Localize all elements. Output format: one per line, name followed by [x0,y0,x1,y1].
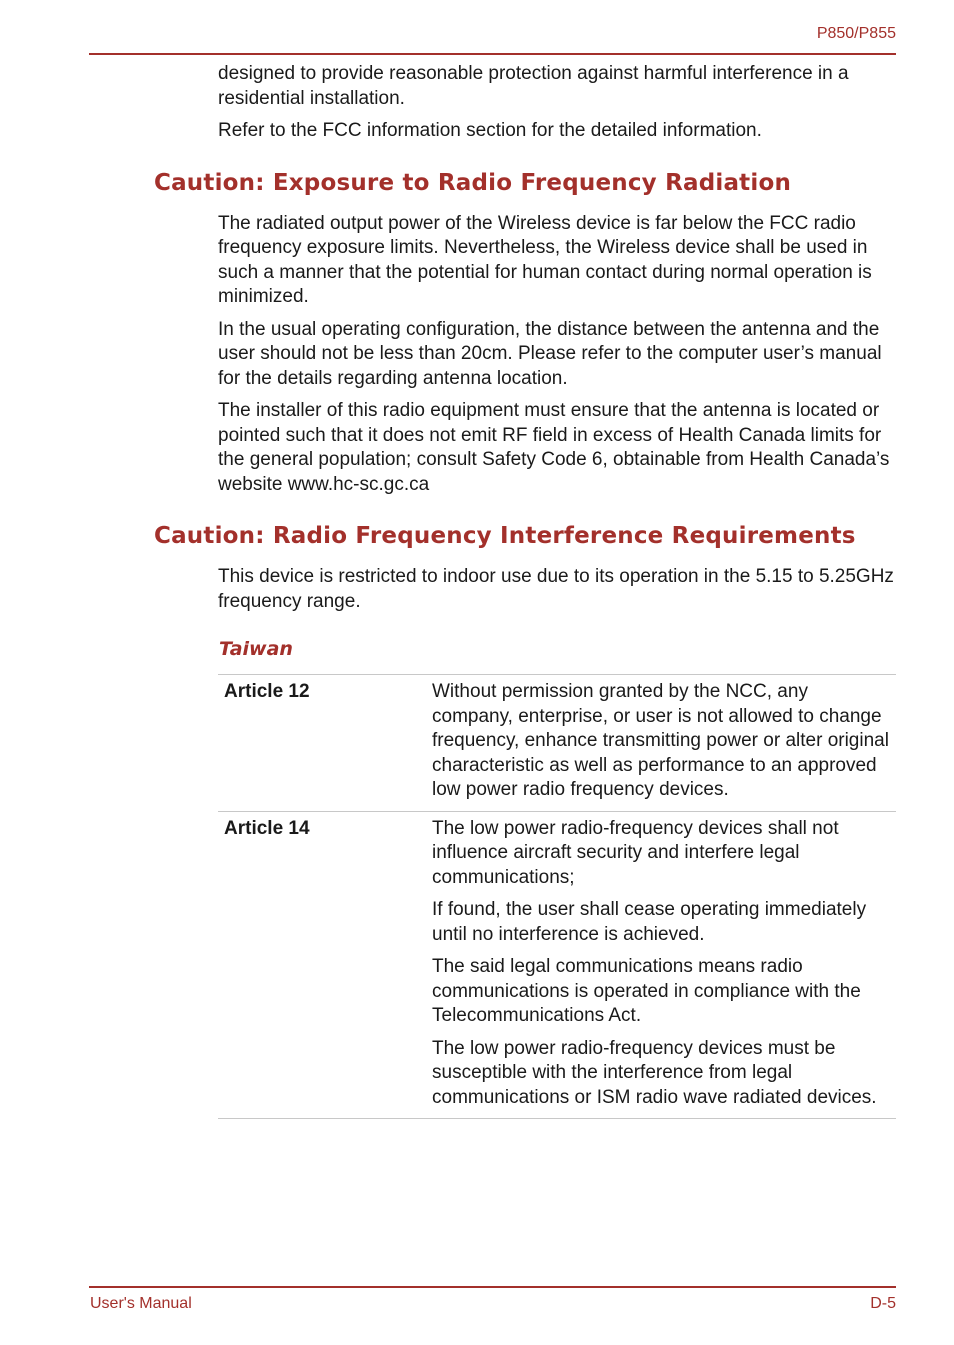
article-paragraph: Without permission granted by the NCC, any company, enterprise, or user is not allowed to change frequency, enhance transmitting power or alter original characteristic as well as performance to an approved low power radio frequency devices. [432,681,889,800]
article-name: Article 14 [218,811,428,1119]
rf-exposure-paragraph: The radiated output power of the Wireless device is far below the FCC radio frequency exposure limits. Nevertheless, the Wireless device shall be used in such a manner that the potential for human contact during normal operation is minimized. [218,212,872,307]
article-name: Article 12 [218,675,428,812]
article-paragraph: If found, the user shall cease operating immediately until no interference is achieved. [432,899,867,945]
header-model-number: P850/P855 [816,25,896,42]
page-content [0,62,954,1119]
subheading-taiwan: Taiwan [219,638,293,660]
intro-paragraph: designed to provide reasonable protection against harmful interference in a residential installation. [218,63,849,109]
article-paragraph: The low power radio-frequency devices shall not influence aircraft security and interfere legal communications; [432,817,839,888]
taiwan-articles-table [218,674,896,1119]
footer-divider [89,1286,896,1288]
article-text [428,811,896,1119]
article-text [428,675,896,812]
table-row [218,675,896,812]
intro-paragraph: Refer to the FCC information section for the detailed information. [218,120,762,141]
section-heading-rf-exposure: Caution: Exposure to Radio Frequency Radiation [154,169,792,196]
rf-exposure-paragraph: In the usual operating configuration, the distance between the antenna and the user should not be less than 20cm. Please refer to the computer user’s manual for the details regarding antenna location. [218,318,882,389]
article-paragraph: The said legal communications means radio communications is operated in compliance with the Telecommunications Act. [432,956,861,1026]
header-divider [89,53,896,55]
table-row [218,811,896,1119]
rf-exposure-paragraph: The installer of this radio equipment must ensure that the antenna is located or pointed such that it does not emit RF field in excess of Health Canada limits for the general population; consult Safety Code 6, obtainable from Health Canada’s website www.hc-sc.gc.ca [218,400,890,495]
rf-interference-paragraph: This device is restricted to indoor use due to its operation in the 5.15 to 5.25GHz frequency range. [218,566,894,612]
footer-manual-title: User's Manual [90,1295,192,1312]
article-paragraph: The low power radio-frequency devices must be susceptible with the interference from legal communications or ISM radio wave radiated devices. [432,1037,877,1108]
footer-page-number: D-5 [870,1295,896,1312]
section-heading-rf-interference: Caution: Radio Frequency Interference Requirements [154,523,856,549]
